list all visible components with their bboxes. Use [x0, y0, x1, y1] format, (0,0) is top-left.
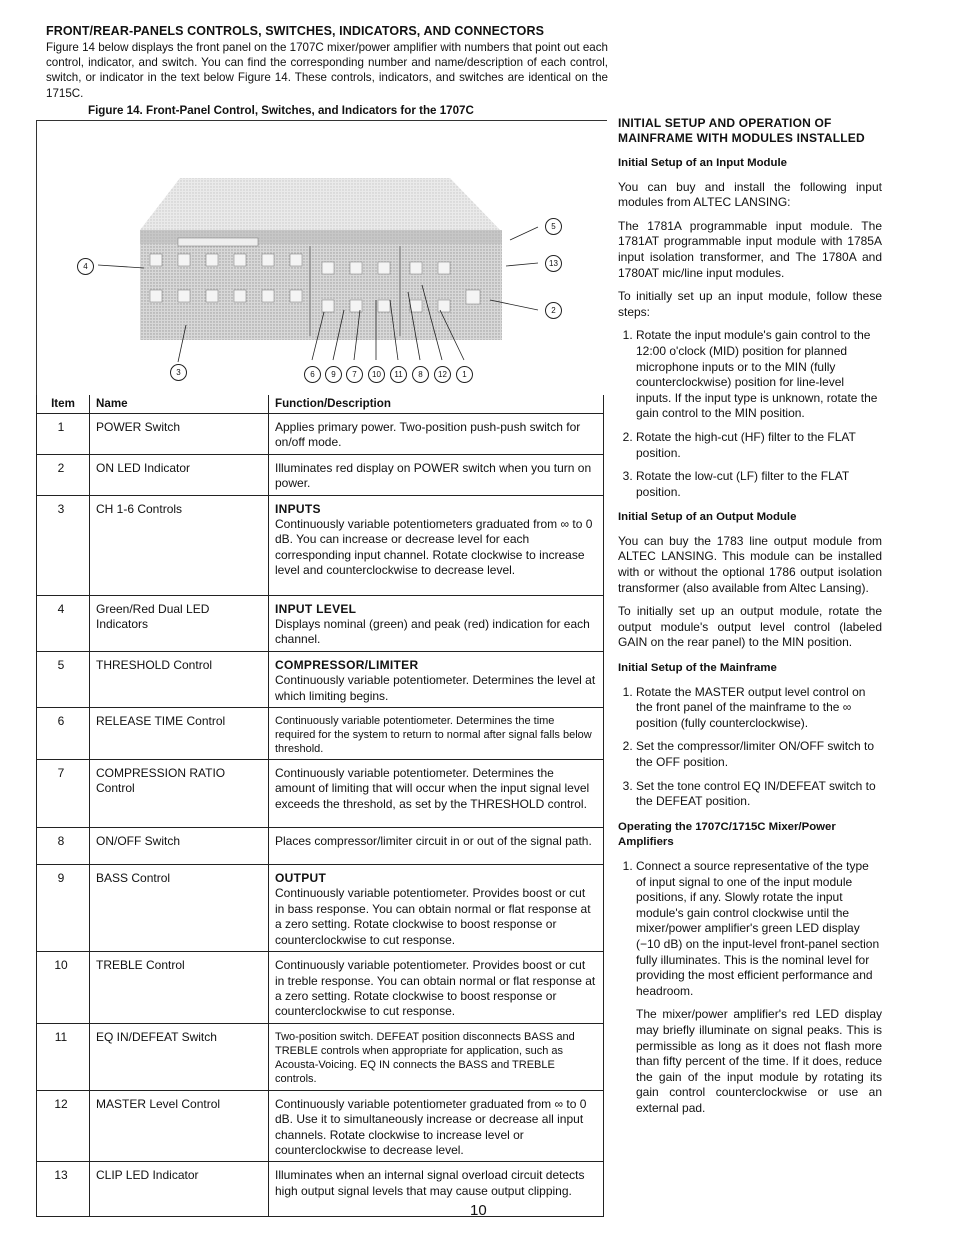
- setup-title: INITIAL SETUP AND OPERATION OF MAINFRAME WITH MODULES INSTALLED: [618, 116, 865, 145]
- row-desc: Continuously variable potentiometer. Determines the amount of limiting that will occur when the input signal level exceeds the threshold, as set by the THRESHOLD control.: [275, 766, 590, 811]
- header-name: Name: [90, 395, 269, 414]
- controls-table: [36, 395, 604, 1217]
- table-row: [37, 1023, 604, 1090]
- row-item: 10: [37, 952, 90, 1024]
- row-desc: Continuously variable potentiometer. Determines the level at which limiting begins.: [275, 673, 596, 703]
- chassis-top: [140, 178, 500, 230]
- row-section-head: INPUT LEVEL: [275, 601, 357, 616]
- callout-4: 4: [77, 258, 94, 275]
- table-row: [37, 595, 604, 651]
- table-row: [37, 760, 604, 828]
- row-item: 13: [37, 1162, 90, 1217]
- header-function: Function/Description: [269, 395, 604, 414]
- table-row: [37, 708, 604, 760]
- row-desc: Illuminates red display on POWER switch when you turn on power.: [275, 460, 592, 491]
- row-func: [269, 1023, 604, 1090]
- table-row: [37, 495, 604, 595]
- row-item: 4: [37, 595, 90, 651]
- row-section-head: INPUTS: [275, 501, 321, 516]
- row-func: [269, 454, 604, 495]
- mainframe-steps: [618, 685, 882, 810]
- front-panel-illustration: [60, 150, 580, 390]
- input-para-2: The 1781A programmable input module. The 1781AT programmable input module with 1785A input isolation transformer, and The 1780A and 1780AT mic/line input modules.: [618, 218, 882, 280]
- callout-12: 12: [434, 366, 451, 383]
- row-name: COMPRESSION RATIO Control: [90, 760, 269, 828]
- row-desc: Continuously variable potentiometer. Determines the time required for the system to return to normal after signal falls below threshold.: [275, 715, 592, 756]
- row-desc: Continuously variable potentiometers graduated from ∞ to 0 dB. You can increase or decrease level for each corresponding input channel. Rotate clockwise to increase level and counterclockwise to decrease level.: [275, 517, 593, 578]
- operating-heading: Operating the 1707C/1715C Mixer/Power Amplifiers: [618, 820, 836, 849]
- row-desc: Applies primary power. Two-position push-push switch for on/off mode.: [275, 420, 581, 450]
- row-name: CLIP LED Indicator: [90, 1162, 269, 1217]
- list-item: 1. Rotate the MASTER output level control on the front panel of the mainframe to the ∞ position (fully counterclockwise).: [636, 685, 882, 732]
- table-row: [37, 651, 604, 707]
- row-desc: Continuously variable potentiometer. Provides boost or cut in bass response. You can obtain normal or flat response at a zero setting. Rotate clockwise to boost response or counterclockwise to cut response.: [275, 886, 591, 947]
- row-name: ON LED Indicator: [90, 454, 269, 495]
- figure-caption: Figure 14. Front-Panel Control, Switches, and Indicators for the 1707C: [88, 104, 474, 117]
- output-module-heading: Initial Setup of an Output Module: [618, 511, 797, 524]
- input-module-heading: Initial Setup of an Input Module: [618, 157, 787, 169]
- row-item: 9: [37, 865, 90, 952]
- row-name: ON/OFF Switch: [90, 828, 269, 865]
- callout-9: 9: [325, 366, 342, 383]
- list-item: 3. Rotate the low-cut (LF) filter to the FLAT position.: [636, 469, 882, 500]
- table-row: [37, 1090, 604, 1162]
- row-func: [269, 952, 604, 1024]
- row-item: 12: [37, 1090, 90, 1162]
- row-name: THRESHOLD Control: [90, 651, 269, 707]
- output-para-1: You can buy the 1783 line output module from ALTEC LANSING. This module can be installed with or without the optional 1786 output isolation transformer (also available from Altec Lansing).: [618, 533, 882, 595]
- row-name: TREBLE Control: [90, 952, 269, 1024]
- callout-1: 1: [456, 366, 473, 383]
- table-row: [37, 952, 604, 1024]
- callout-7: 7: [346, 366, 363, 383]
- header-item: Item: [37, 395, 90, 414]
- row-name: POWER Switch: [90, 414, 269, 455]
- section-heading: FRONT/REAR-PANELS CONTROLS, SWITCHES, INDICATORS, AND CONNECTORS: [46, 24, 545, 38]
- callout-10: 10: [368, 366, 385, 383]
- list-item: 3. Set the tone control EQ IN/DEFEAT switch to the DEFEAT position.: [636, 779, 882, 810]
- list-item: 1. Connect a source representative of the type of input signal to one of the input module positions, if any. Slowly rotate the input module's gain control clockwise until the mixer/power amplifier's green LED display (−10 dB) on the input-level front-panel section fully illuminates. This is the nominal level for providing the most efficient performance and headroom.: [636, 859, 882, 999]
- row-item: 3: [37, 495, 90, 595]
- row-name: CH 1-6 Controls: [90, 495, 269, 595]
- input-para-1: You can buy and install the following input modules from ALTEC LANSING:: [618, 179, 882, 210]
- callout-5: 5: [545, 218, 562, 235]
- row-func: [269, 708, 604, 760]
- operating-para: The mixer/power amplifier's red LED display may briefly illuminate on signal peaks. This is permissible as long as it does not flash more than fifty percent of the time. If it does, reduce the gain of the input module by rotating its gain control counterclockwise or use an external pad.: [636, 1007, 882, 1115]
- table-row: [37, 828, 604, 865]
- callout-8: 8: [412, 366, 429, 383]
- row-desc: Places compressor/limiter circuit in or out of the signal path.: [275, 834, 592, 849]
- callout-6: 6: [304, 366, 321, 383]
- row-func: [269, 495, 604, 595]
- row-name: MASTER Level Control: [90, 1090, 269, 1162]
- row-name: Green/Red Dual LED Indicators: [90, 595, 269, 651]
- row-func: [269, 651, 604, 707]
- table-header-row: [37, 395, 604, 414]
- row-section-head: COMPRESSOR/LIMITER: [275, 657, 419, 672]
- row-item: 1: [37, 414, 90, 455]
- row-name: RELEASE TIME Control: [90, 708, 269, 760]
- row-func: [269, 865, 604, 952]
- page-number: 10: [470, 1202, 487, 1219]
- row-name: BASS Control: [90, 865, 269, 952]
- operating-steps: [618, 859, 882, 999]
- row-item: 6: [37, 708, 90, 760]
- row-func: [269, 828, 604, 865]
- row-desc: Two-position switch. DEFEAT position disconnects BASS and TREBLE controls when appropriate for application, such as Acousta-Voicing. EQ IN connects the BASS and TREBLE controls.: [275, 1030, 575, 1085]
- row-desc: Continuously variable potentiometer graduated from ∞ to 0 dB. Use it to simultaneously increase or decrease all input channels. Rotate clockwise to increase level or counterclockwise to decrease level.: [275, 1096, 587, 1157]
- row-func: [269, 595, 604, 651]
- table-row: [37, 414, 604, 455]
- row-item: 7: [37, 760, 90, 828]
- mainframe-heading: Initial Setup of the Mainframe: [618, 662, 777, 675]
- right-column: [618, 116, 882, 1124]
- table-row: [37, 865, 604, 952]
- table-row: [37, 454, 604, 495]
- row-func: [269, 1162, 604, 1217]
- list-item: 2. Rotate the high-cut (HF) filter to the FLAT position.: [636, 430, 882, 461]
- row-item: 8: [37, 828, 90, 865]
- table-row: [37, 1162, 604, 1217]
- row-func: [269, 414, 604, 455]
- row-desc: Illuminates when an internal signal overload circuit detects high output signal levels that may cause output clipping.: [275, 1168, 585, 1198]
- row-name: EQ IN/DEFEAT Switch: [90, 1023, 269, 1090]
- row-func: [269, 760, 604, 828]
- callout-11: 11: [390, 366, 407, 383]
- input-steps: [618, 328, 882, 500]
- row-desc: Displays nominal (green) and peak (red) indication for each channel.: [275, 617, 590, 647]
- row-desc: Continuously variable potentiometer. Provides boost or cut in treble response. You can obtain normal or flat response at a zero setting. Rotate clockwise to boost response or counterclockwise to cut response.: [275, 958, 596, 1019]
- callout-3: 3: [170, 364, 187, 381]
- list-item: 1. Rotate the input module's gain control to the 12:00 o'clock (MID) position for planned microphone inputs or to the MIN (fully counterclockwise) position for line-level inputs. If the input type is unknown, rotate the gain control to the MIN position.: [636, 328, 882, 422]
- row-item: 5: [37, 651, 90, 707]
- callout-2: 2: [545, 302, 562, 319]
- list-item: 2. Set the compressor/limiter ON/OFF switch to the OFF position.: [636, 739, 882, 770]
- callout-13: 13: [545, 255, 562, 272]
- input-para-3: To initially set up an input module, follow these steps:: [618, 289, 882, 319]
- row-func: [269, 1090, 604, 1162]
- row-item: 11: [37, 1023, 90, 1090]
- row-section-head: OUTPUT: [275, 871, 327, 886]
- intro-paragraph: Figure 14 below displays the front panel on the 1707C mixer/power amplifier with numbers that point out each control, indicator, and switch. You can find the corresponding number and name/description of each control, switch, or indicator in the text below Figure 14. These controls, indicators, and switches are identical on the 1715C.: [46, 41, 608, 100]
- output-para-2: To initially set up an output module, rotate the output module's output level control (labeled GAIN on the rear panel) to the MIN position.: [618, 604, 882, 650]
- row-item: 2: [37, 454, 90, 495]
